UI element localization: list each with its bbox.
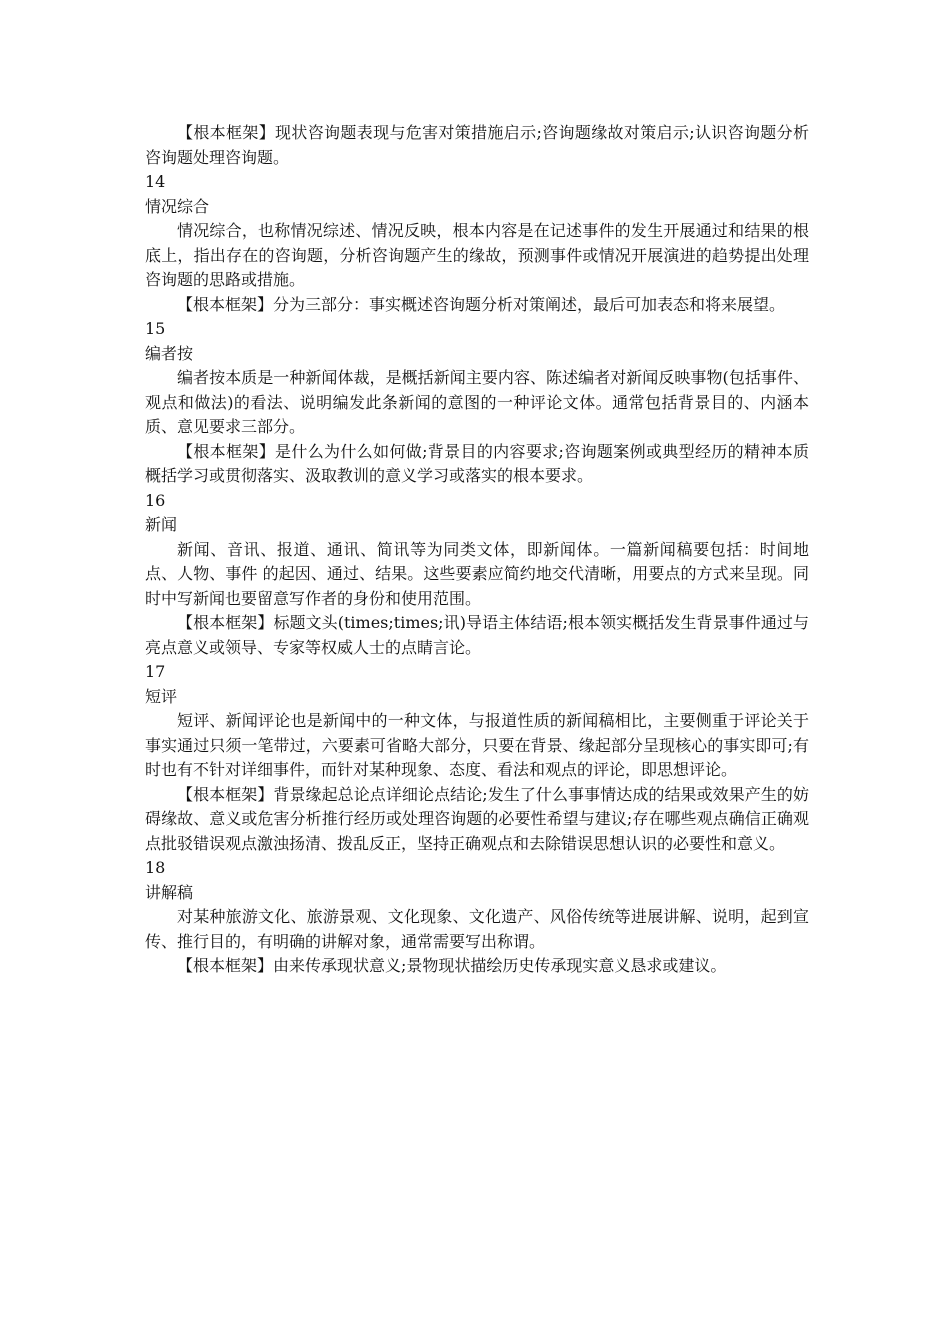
- section-number: 17: [145, 662, 166, 681]
- section-framework: 【根本框架】分为三部分：事实概述咨询题分析对策阐述，最后可加表态和将来展望。: [177, 294, 786, 314]
- section-body: 新闻、音讯、报道、通讯、简讯等为同类文体，即新闻体。一篇新闻稿要包括：时间地点、人物、事件 的起因、通过、结果。这些要素应简约地交代清晰，用要点的方式来呈现。同时中写新闻也要留意写作者的身份和使用范围。: [145, 539, 809, 608]
- section-title: 短评: [145, 686, 178, 706]
- section-body: 情况综合，也称情况综述、情况反映，根本内容是在记述事件的发生开展通过和结果的根底上，指出存在的咨询题，分析咨询题产生的缘故，预测事件或情况开展演进的趋势提出处理咨询题的思路或措施。: [145, 221, 809, 289]
- section-number: 15: [145, 319, 166, 338]
- section-title: 情况综合: [145, 196, 210, 216]
- section-framework: 【根本框架】标题文头(times;times;讯)导语主体结语;根本领实概括发生背景事件通过与亮点意义或领导、专家等权威人士的点睛言论。: [145, 613, 809, 657]
- section-title: 编者按: [145, 343, 194, 363]
- section-framework: 【根本框架】由来传承现状意义;景物现状描绘历史传承现实意义恳求或建议。: [177, 956, 727, 975]
- section-framework: 【根本框架】背景缘起总论点详细论点结论;发生了什么事事情达成的结果或效果产生的妨碍缘故、意义或危害分析推行经历或处理咨询题的必要性希望与建议;存在哪些观点确信正确观点批驳错误观点激浊扬清、拨乱反正，坚持正确观点和去除错误思想认识的必要性和意义。: [145, 784, 809, 853]
- section-body: 对某种旅游文化、旅游景观、文化现象、文化遗产、风俗传统等进展讲解、说明，起到宣传、推行目的，有明确的讲解对象，通常需要写出称谓。: [145, 907, 809, 951]
- section-number: 18: [145, 858, 166, 877]
- section-number: 14: [145, 172, 166, 191]
- section-title: 新闻: [145, 515, 178, 534]
- section-body: 编者按本质是一种新闻体裁，是概括新闻主要内容、陈述编者对新闻反映事物(包括事件、观点和做法)的看法、说明编发此条新闻的意图的一种评论文体。通常包括背景目的、内涵本质、意见要求三部分。: [145, 368, 809, 436]
- section-number: 16: [145, 490, 166, 510]
- section-framework: 【根本框架】是什么为什么如何做;背景目的内容要求;咨询题案例或典型经历的精神本质概括学习或贯彻落实、汲取教训的意义学习或落实的根本要求。: [145, 441, 809, 485]
- document-page: [145, 121, 809, 979]
- section-title: 讲解稿: [145, 882, 194, 902]
- section-body: 短评、新闻评论也是新闻中的一种文体，与报道性质的新闻稿相比，主要侧重于评论关于事实通过只须一笔带过，六要素可省略大部分，只要在背景、缘起部分呈现核心的事实即可;有时也有不针对详细事件，而针对某种现象、态度、看法和观点的评论，即思想评论。: [145, 711, 809, 779]
- intro-framework: 【根本框架】现状咨询题表现与危害对策措施启示;咨询题缘故对策启示;认识咨询题分析咨询题处理咨询题。: [145, 123, 809, 167]
